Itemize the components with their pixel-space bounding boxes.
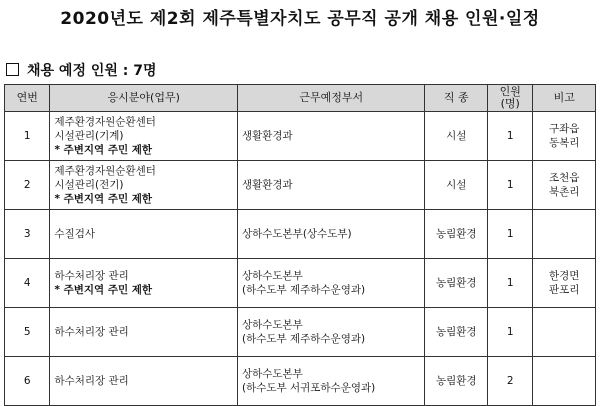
remark-line: 판포리 bbox=[549, 284, 580, 296]
cell-field bbox=[50, 161, 238, 210]
cell-no: 3 bbox=[5, 210, 50, 259]
table-row bbox=[5, 112, 596, 161]
remark-line: 북촌리 bbox=[549, 186, 580, 198]
cell-remark bbox=[533, 259, 596, 308]
cell-job: 시설 bbox=[425, 112, 488, 161]
cell-job: 시설 bbox=[425, 161, 488, 210]
field-line: 하수처리장 관리 bbox=[54, 375, 129, 387]
header-no: 연번 bbox=[5, 85, 50, 112]
cell-remark bbox=[533, 308, 596, 357]
table-header-row bbox=[5, 85, 596, 112]
cell-no: 1 bbox=[5, 112, 50, 161]
table-row bbox=[5, 259, 596, 308]
dept-line: 생활환경과 bbox=[241, 179, 293, 191]
checkbox-square-icon bbox=[6, 63, 19, 76]
dept-line: 상하수도본부 bbox=[241, 270, 303, 282]
cell-field bbox=[50, 112, 238, 161]
page-title: 2020년도 제2회 제주특별자치도 공무직 공개 채용 인원·일정 bbox=[60, 9, 540, 29]
cell-count: 1 bbox=[487, 210, 532, 259]
cell-count: 1 bbox=[487, 259, 532, 308]
cell-job: 농림환경 bbox=[425, 259, 488, 308]
cell-field bbox=[50, 259, 238, 308]
cell-job: 농림환경 bbox=[425, 357, 488, 406]
field-line: 하수처리장 관리 bbox=[54, 270, 129, 282]
remark-line: 조천읍 bbox=[549, 172, 580, 184]
cell-remark bbox=[533, 210, 596, 259]
cell-dept bbox=[237, 357, 425, 406]
recruitment-table bbox=[4, 84, 596, 406]
cell-no: 4 bbox=[5, 259, 50, 308]
header-remark: 비고 bbox=[533, 85, 596, 112]
table-row bbox=[5, 210, 596, 259]
cell-count: 2 bbox=[487, 357, 532, 406]
table-row bbox=[5, 161, 596, 210]
field-line: 제주환경자원순환센터 bbox=[54, 116, 156, 128]
cell-job: 농림환경 bbox=[425, 210, 488, 259]
dept-line: (하수도부 서귀포하수운영과) bbox=[241, 382, 376, 394]
cell-no: 5 bbox=[5, 308, 50, 357]
field-line: 시설관리(기계) bbox=[54, 130, 124, 142]
header-job: 직 종 bbox=[425, 85, 488, 112]
dept-line: 상하수도본부(상수도부) bbox=[241, 228, 352, 240]
local-resident-note: * 주변지역 주민 제한 bbox=[54, 284, 153, 296]
cell-no: 6 bbox=[5, 357, 50, 406]
field-line: 수질검사 bbox=[54, 228, 96, 240]
cell-dept bbox=[237, 210, 425, 259]
cell-count: 1 bbox=[487, 161, 532, 210]
cell-dept bbox=[237, 308, 425, 357]
field-line: 제주환경자원순환센터 bbox=[54, 165, 156, 177]
remark-line: 동복리 bbox=[549, 137, 580, 149]
header-count: 인원(명) bbox=[487, 85, 532, 112]
cell-dept bbox=[237, 112, 425, 161]
dept-line: 상하수도본부 bbox=[241, 368, 303, 380]
section-heading-text: 채용 예정 인원 : 7명 bbox=[27, 63, 157, 79]
cell-count: 1 bbox=[487, 308, 532, 357]
cell-job: 농림환경 bbox=[425, 308, 488, 357]
field-line: 시설관리(전기) bbox=[54, 179, 124, 191]
field-line: 하수처리장 관리 bbox=[54, 326, 129, 338]
cell-count: 1 bbox=[487, 112, 532, 161]
cell-field bbox=[50, 308, 238, 357]
remark-line: 한경면 bbox=[549, 270, 580, 282]
local-resident-note: * 주변지역 주민 제한 bbox=[54, 193, 153, 205]
dept-line: 생활환경과 bbox=[241, 130, 293, 142]
cell-field bbox=[50, 357, 238, 406]
dept-line: 상하수도본부 bbox=[241, 319, 303, 331]
cell-remark bbox=[533, 161, 596, 210]
cell-remark bbox=[533, 112, 596, 161]
table-body bbox=[5, 112, 596, 406]
cell-dept bbox=[237, 161, 425, 210]
cell-field bbox=[50, 210, 238, 259]
cell-remark bbox=[533, 357, 596, 406]
dept-line: (하수도부 제주하수운영과) bbox=[241, 333, 366, 345]
header-field: 응시분야(업무) bbox=[50, 85, 238, 112]
table-row bbox=[5, 308, 596, 357]
remark-line: 구좌읍 bbox=[549, 123, 580, 135]
section-heading bbox=[6, 60, 157, 80]
table-row bbox=[5, 357, 596, 406]
cell-dept bbox=[237, 259, 425, 308]
header-dept: 근무예정부서 bbox=[237, 85, 425, 112]
local-resident-note: * 주변지역 주민 제한 bbox=[54, 144, 153, 156]
cell-no: 2 bbox=[5, 161, 50, 210]
dept-line: (하수도부 제주하수운영과) bbox=[241, 284, 366, 296]
